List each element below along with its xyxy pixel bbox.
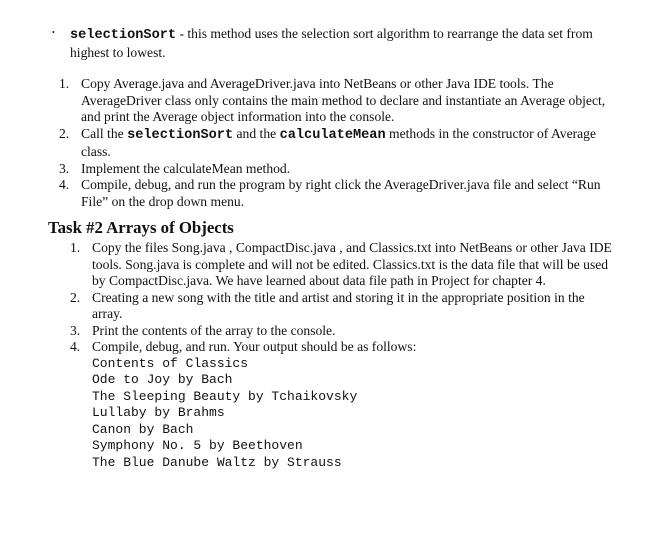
task1-step bbox=[59, 125, 621, 161]
output-line: Canon by Bach bbox=[92, 421, 194, 437]
step-text: Call the bbox=[81, 125, 128, 141]
step-text: Creating a new song with the title and artist and storing it in the appropriate position in the array. bbox=[92, 289, 585, 321]
step-text: Compile, debug, and run the program by right click the AverageDriver.java file and select “Run File” on the drop down menu. bbox=[81, 177, 601, 209]
output-line: Ode to Joy by Bach bbox=[92, 372, 233, 387]
step-number: 1. bbox=[70, 240, 81, 255]
task2-step bbox=[70, 240, 612, 290]
step-number: 4. bbox=[59, 177, 70, 192]
step-number: 2. bbox=[70, 289, 81, 305]
task2-step bbox=[70, 289, 612, 323]
output-line: Lullaby by Brahms bbox=[92, 405, 225, 420]
step-text: Compile, debug, and run. Your output should be as follows: bbox=[92, 339, 417, 354]
step-text: and the bbox=[233, 125, 280, 141]
task1-step bbox=[59, 76, 621, 126]
output-line: Contents of Classics bbox=[92, 355, 249, 371]
bullet-marker: • bbox=[52, 28, 55, 37]
step-number: 1. bbox=[59, 76, 70, 91]
expected-output-block bbox=[92, 356, 612, 472]
task2-heading: Task #2 Arrays of Objects bbox=[48, 218, 234, 237]
output-line: Symphony No. 5 by Beethoven bbox=[92, 438, 303, 453]
output-line: The Sleeping Beauty by Tchaikovsky bbox=[92, 388, 358, 404]
task1-step bbox=[59, 177, 621, 210]
output-line: The Blue Danube Waltz by Strauss bbox=[92, 454, 342, 470]
method-name-selection-sort: selectionSort bbox=[70, 28, 177, 43]
step-number: 4. bbox=[70, 339, 81, 354]
step-number: 3. bbox=[59, 160, 70, 176]
step-text: methods in the constructor of Average class. bbox=[81, 125, 597, 159]
selection-sort-text: - this method uses the selection sort algorithm to rearrange the data set from highest to lowest. bbox=[70, 26, 593, 60]
step-number: 3. bbox=[70, 322, 81, 338]
task2-step bbox=[70, 339, 612, 471]
task2-step-list bbox=[70, 240, 612, 471]
step-text: Print the contents of the array to the console. bbox=[92, 322, 336, 338]
step-text: Copy the files Song.java , CompactDisc.java , and Classics.txt into NetBeans or other Java IDE tools. Song.java is complete and will not be edited. Classics.txt is the data file that will be used by CompactDisc.java. We have learned about data file path in Project for chapter 4. bbox=[92, 240, 612, 288]
step-text: Implement the calculateMean method. bbox=[81, 160, 291, 176]
step-number: 2. bbox=[59, 125, 70, 141]
code-calculate-mean: calculateMean bbox=[279, 127, 386, 143]
task1-step bbox=[59, 160, 621, 178]
code-selection-sort: selectionSort bbox=[127, 127, 234, 143]
selection-sort-description bbox=[70, 26, 630, 61]
task1-step-list bbox=[59, 76, 621, 210]
task2-step bbox=[70, 322, 612, 340]
step-text: Copy Average.java and AverageDriver.java into NetBeans or other Java IDE tools. The AverageDriver class only contains the main method to declare and instantiate an Average object, and print the Average object information into the console. bbox=[81, 76, 606, 124]
